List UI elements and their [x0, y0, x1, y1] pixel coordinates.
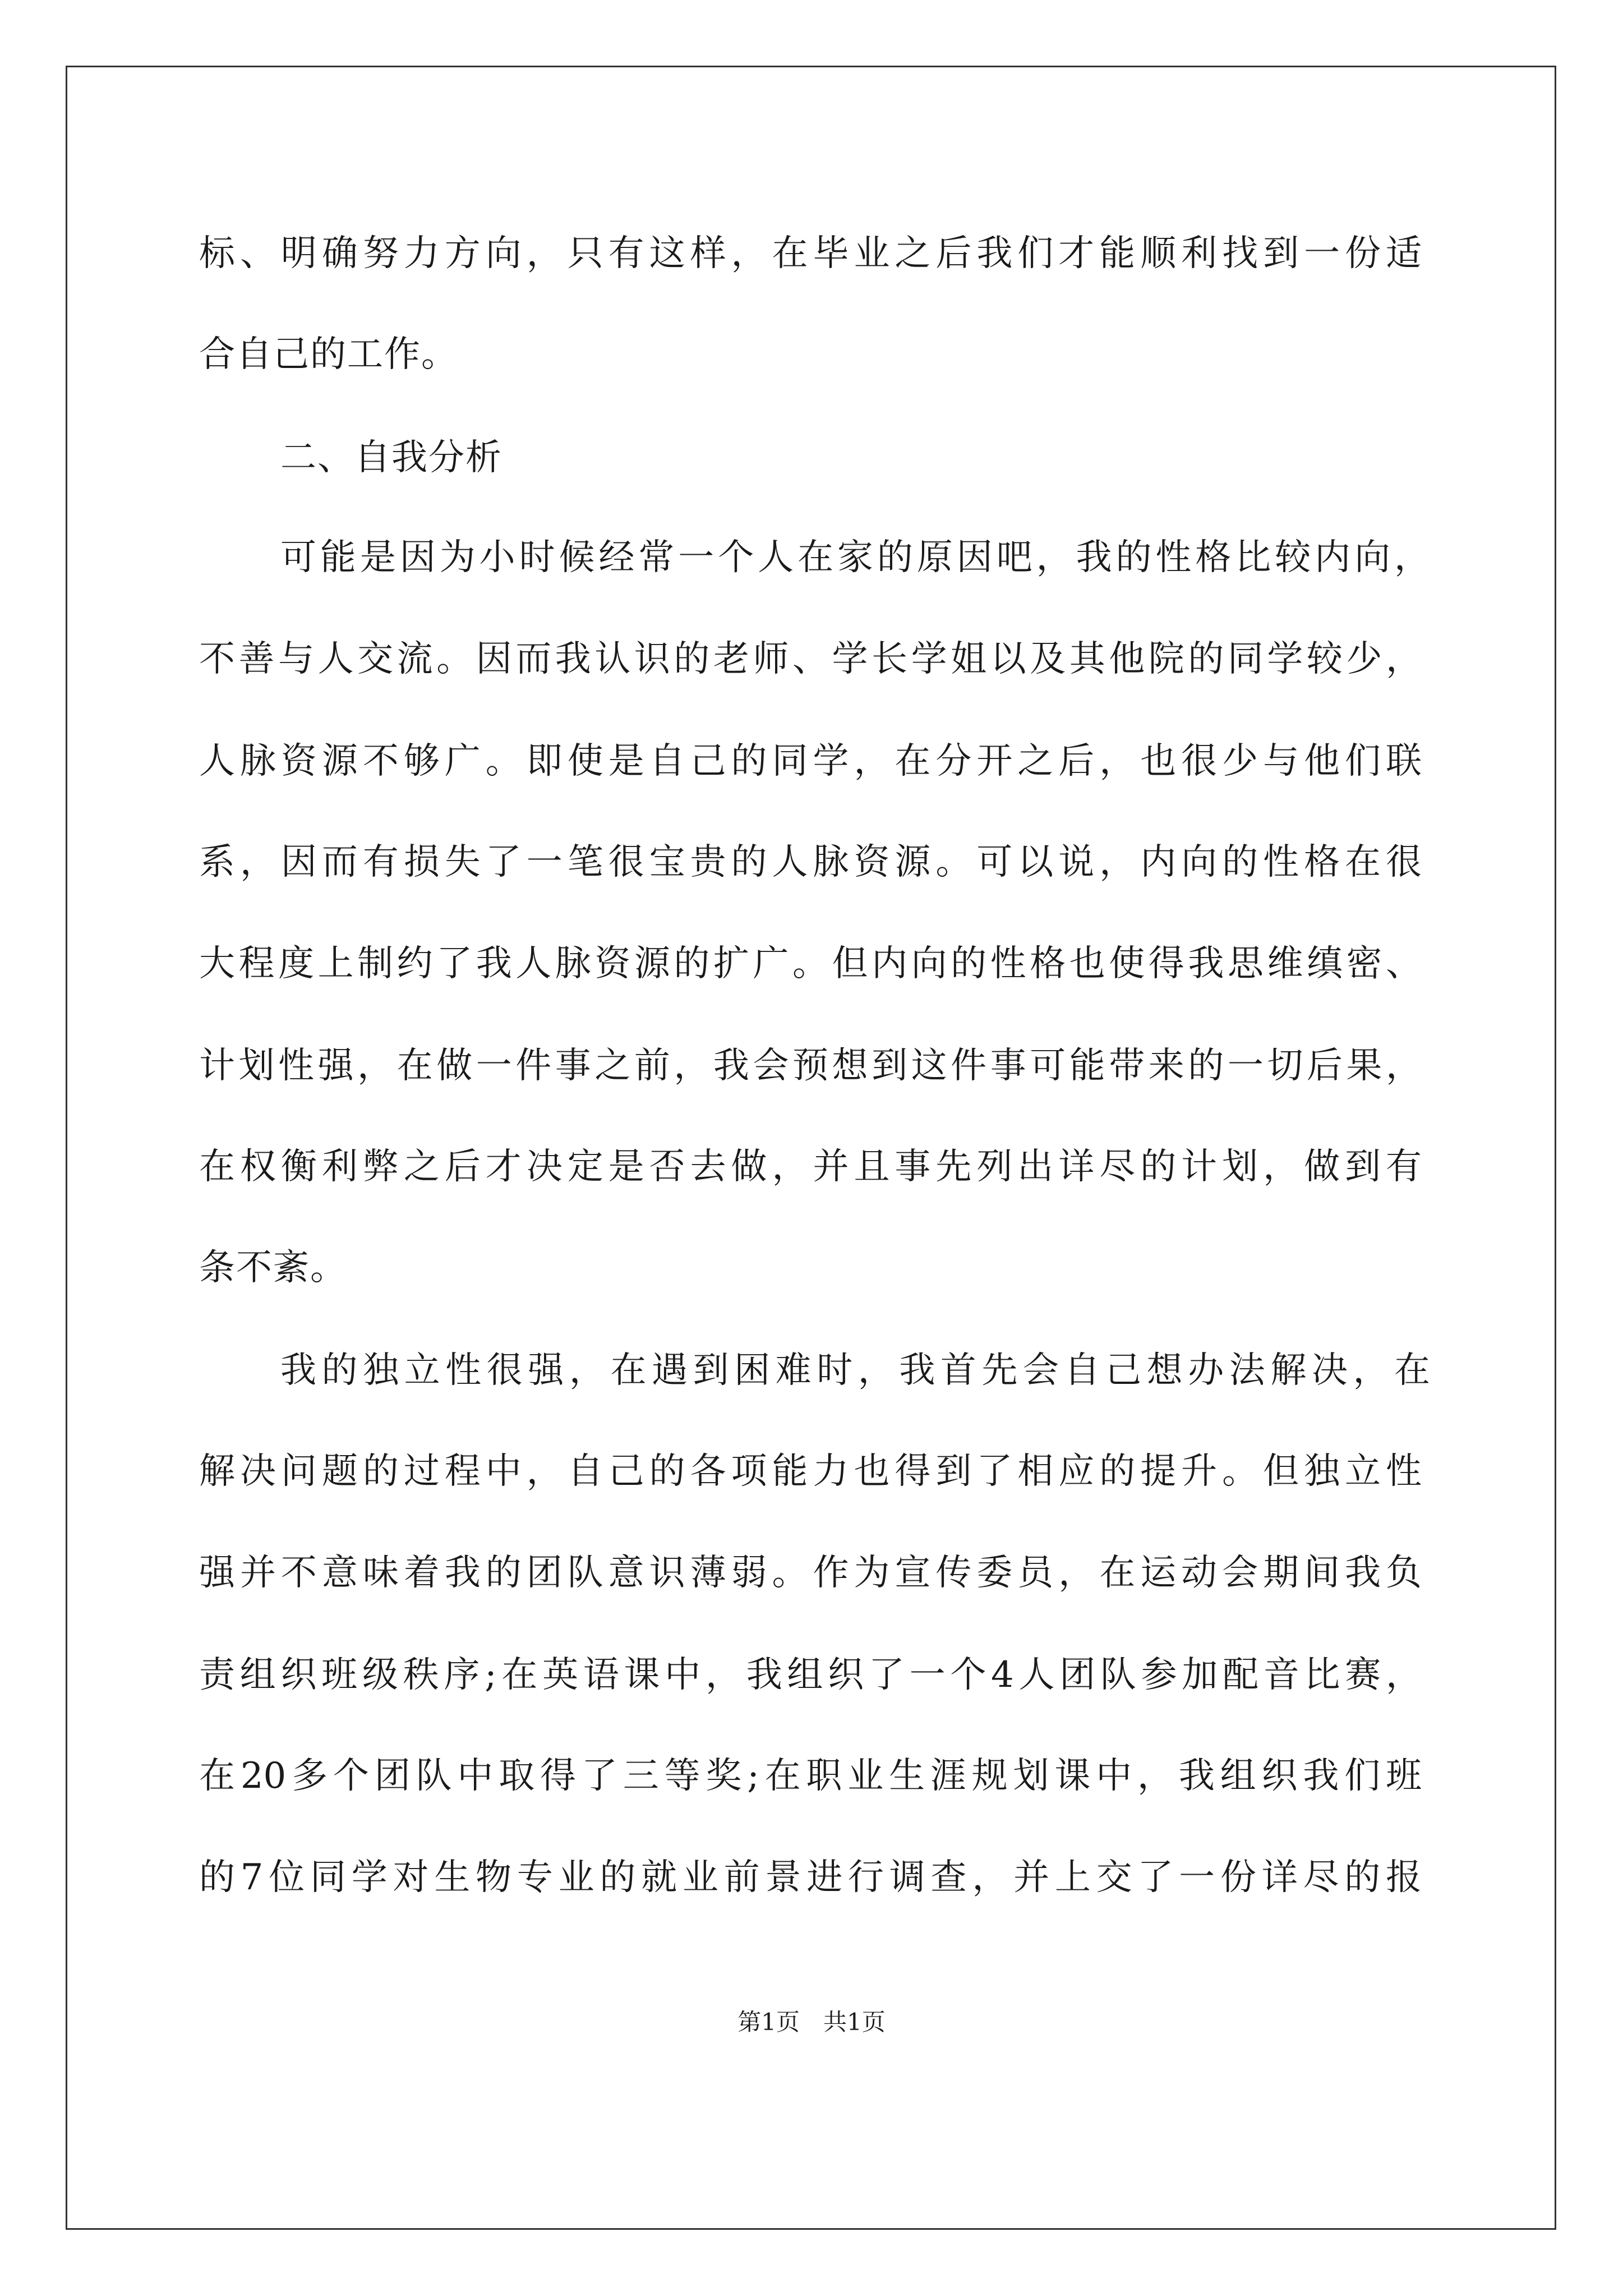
body-line: 在权衡利弊之后才决定是否去做，并且事先列出详尽的计划，做到有	[199, 1146, 1422, 1188]
body-line: 我的独立性很强，在遇到困难时，我首先会自己想办法解决，在	[280, 1350, 1430, 1391]
body-line: 计划性强，在做一件事之前，我会预想到这件事可能带来的一切后果，	[199, 1045, 1422, 1087]
body-line: 合自己的工作。	[199, 334, 458, 375]
section-heading: 二、自我分析	[280, 437, 502, 478]
body-line: 解决问题的过程中，自己的各项能力也得到了相应的提升。但独立性	[199, 1451, 1422, 1492]
body-line: 的7位同学对生物专业的就业前景进行调查，并上交了一份详尽的报	[199, 1857, 1422, 1898]
body-line: 系，因而有损失了一笔很宝贵的人脉资源。可以说，内向的性格在很	[199, 841, 1422, 883]
body-line: 人脉资源不够广。即使是自己的同学，在分开之后，也很少与他们联	[199, 740, 1422, 782]
body-line: 可能是因为小时候经常一个人在家的原因吧，我的性格比较内向，	[280, 537, 1430, 578]
body-line: 条不紊。	[199, 1247, 347, 1289]
body-line: 标、明确努力方向，只有这样，在毕业之后我们才能顺利找到一份适	[199, 233, 1422, 274]
body-line: 大程度上制约了我人脉资源的扩广。但内向的性格也使得我思维缜密、	[199, 943, 1422, 984]
body-line: 强并不意味着我的团队意识薄弱。作为宣传委员，在运动会期间我负	[199, 1552, 1422, 1594]
body-line: 在20多个团队中取得了三等奖;在职业生涯规划课中，我组织我们班	[199, 1755, 1422, 1797]
body-line: 责组织班级秩序;在英语课中，我组织了一个4人团队参加配音比赛，	[199, 1654, 1422, 1696]
body-line: 不善与人交流。因而我认识的老师、学长学姐以及其他院的同学较少，	[199, 638, 1422, 680]
page-footer: 第1页 共1页	[737, 2008, 886, 2036]
